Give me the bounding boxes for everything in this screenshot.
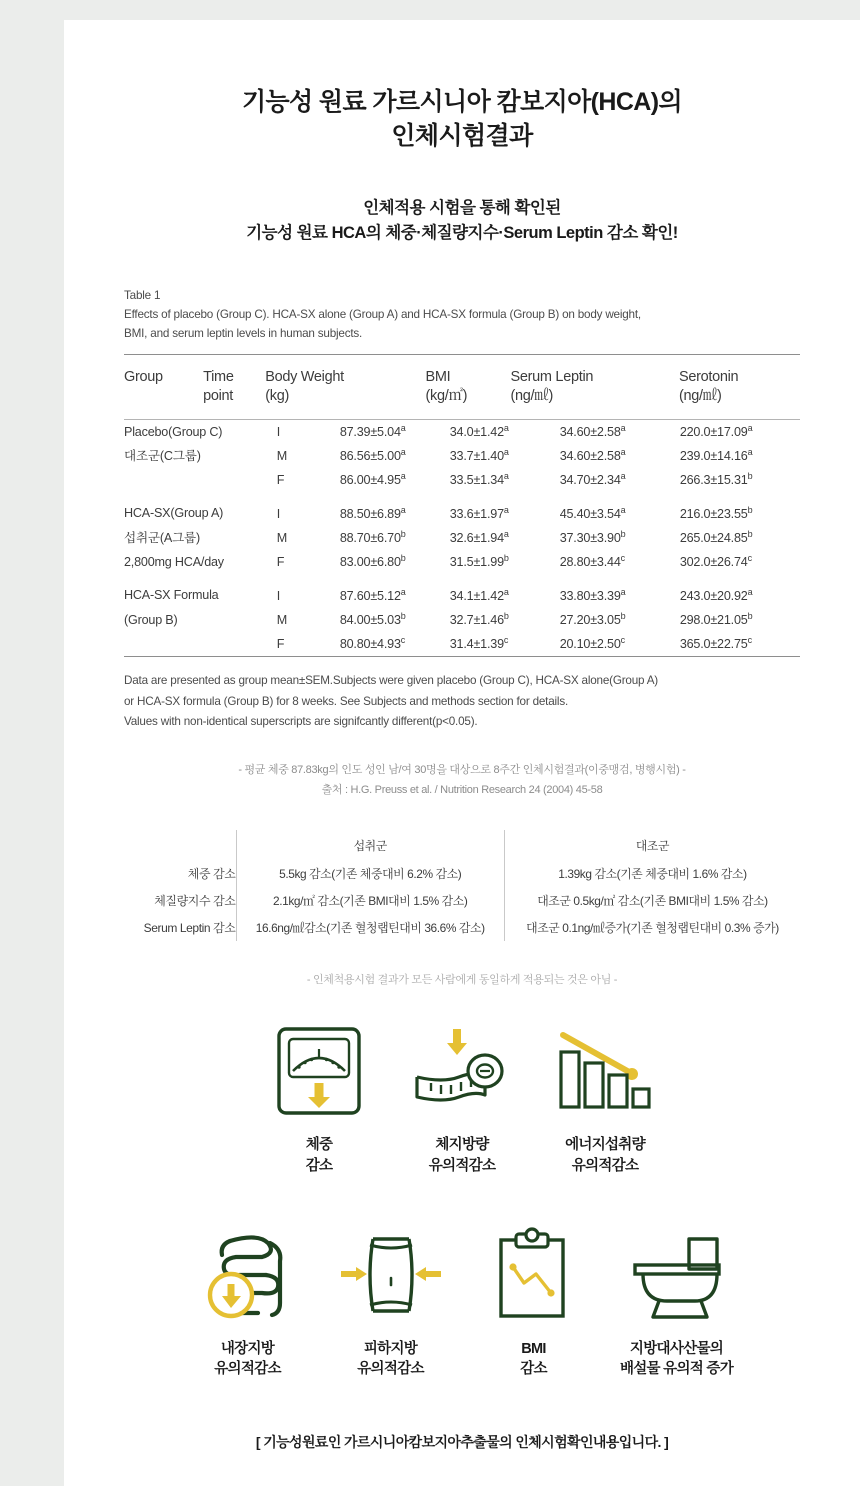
comparison-value-control: 대조군 0.5kg/㎡ 감소(기존 BMI대비 1.5% 감소) bbox=[537, 894, 768, 909]
comparison-row bbox=[124, 914, 800, 941]
cell-group bbox=[124, 468, 277, 492]
clipboard-chart-icon bbox=[491, 1223, 577, 1327]
comparison-table bbox=[124, 830, 800, 941]
cell-serum-leptin: 45.40±3.54$^a$ bbox=[559, 504, 626, 521]
footnote-line-3: Values with non-identical superscripts are signifcantly different(p<0.05). bbox=[124, 714, 478, 728]
table-bottom-rule bbox=[124, 656, 800, 657]
page-title bbox=[124, 86, 800, 154]
cell-group: HCA-SX Formula bbox=[124, 588, 219, 603]
cell-bmi: 33.5±1.34$^a$ bbox=[449, 471, 509, 488]
subtitle-line-2: 기능성 원료 HCA의 체중·체질량지수·Serum Leptin 감소 확인! bbox=[246, 224, 678, 243]
study-table-block bbox=[124, 287, 800, 732]
cell-timepoint: M bbox=[276, 449, 287, 464]
comparison-block bbox=[124, 830, 800, 941]
footnote-line-2: or HCA-SX formula (Group B) for 8 weeks. See Subjects and methods section for details. bbox=[124, 694, 569, 708]
title-line-2: 인체시험결과 bbox=[391, 121, 533, 150]
cell-timepoint: F bbox=[276, 637, 285, 652]
cell-serum-leptin: 37.30±3.90$^b$ bbox=[559, 528, 626, 546]
comparison-row-label: 체중 감소 bbox=[187, 867, 236, 882]
benefit-caption: 에너지섭취량 유의적감소 bbox=[565, 1137, 645, 1175]
cell-serotonin: 265.0±24.85$^b$ bbox=[679, 528, 753, 546]
cell-serotonin: 302.0±26.74$^c$ bbox=[679, 553, 752, 570]
benefit-caption: 내장지방 유의적감소 bbox=[214, 1340, 281, 1378]
cell-bmi: 33.7±1.40$^a$ bbox=[449, 446, 509, 464]
comparison-header-treatment: 섭취군 bbox=[236, 830, 504, 860]
table-row-spacer bbox=[124, 575, 800, 584]
col-header-body-weight: Body Weight (kg) bbox=[265, 369, 344, 404]
col-header-bmi: BMI (kg/㎡) bbox=[425, 369, 468, 404]
benefit-caption: 피하지방 유의적감소 bbox=[357, 1340, 424, 1378]
table-caption-line-2: BMI, and serum leptin levels in human subjects. bbox=[124, 326, 363, 340]
cell-timepoint: F bbox=[276, 473, 285, 488]
infographic-sheet bbox=[64, 20, 860, 1486]
table-body bbox=[124, 420, 800, 657]
comparison-value-treatment: 5.5kg 감소(기존 체중대비 6.2% 감소) bbox=[236, 860, 504, 887]
source-reference: 출처 : H.G. Preuss et al. / Nutrition Research 24 (2004) 45-58 bbox=[321, 784, 603, 797]
cell-bmi: 33.6±1.97$^a$ bbox=[449, 504, 509, 521]
cell-timepoint: I bbox=[276, 588, 281, 603]
cell-serum-leptin: 34.70±2.34$^a$ bbox=[559, 471, 626, 488]
table-row bbox=[124, 608, 800, 632]
comparison-row-label: 체질량지수 감소 bbox=[154, 894, 236, 909]
col-header-serum-leptin: Serum Leptin (ng/㎖) bbox=[510, 369, 594, 404]
table-header-row bbox=[124, 355, 800, 418]
benefits-row-1 bbox=[124, 1019, 800, 1176]
cell-bmi: 32.6±1.94$^a$ bbox=[449, 528, 509, 546]
cell-serum-leptin: 28.80±3.44$^c$ bbox=[559, 553, 625, 570]
table-row bbox=[124, 550, 800, 574]
cell-bmi: 34.1±1.42$^a$ bbox=[449, 586, 509, 603]
benefit-subcutaneous-fat bbox=[319, 1223, 462, 1380]
footer-banner: [ 기능성원료인 가르시니아캄보지아추출물의 인체시험확인내용입니다. ] bbox=[255, 1433, 669, 1450]
cell-body-weight: 80.80±4.93$^c$ bbox=[339, 635, 406, 652]
comparison-value-control: 1.39kg 감소(기존 체중대비 1.6% 감소) bbox=[558, 867, 747, 882]
cell-serum-leptin: 34.60±2.58$^a$ bbox=[559, 422, 626, 439]
cell-group: 2,800mg HCA/day bbox=[124, 555, 224, 570]
cell-group: 대조군(C그룹) bbox=[124, 448, 201, 463]
cell-body-weight: 88.70±6.70$^b$ bbox=[339, 528, 406, 546]
cell-body-weight: 87.60±5.12$^a$ bbox=[339, 586, 406, 603]
cell-timepoint: M bbox=[276, 612, 287, 627]
comparison-value-treatment: 2.1kg/㎡ 감소(기존 BMI대비 1.5% 감소) bbox=[236, 887, 504, 914]
cell-body-weight: 83.00±6.80$^b$ bbox=[339, 553, 406, 570]
comparison-header-control: 대조군 bbox=[635, 838, 670, 853]
table-row bbox=[124, 526, 800, 550]
comparison-row bbox=[124, 887, 800, 914]
subtitle-line-1: 인체적용 시험을 통해 확인된 bbox=[363, 198, 561, 217]
cell-bmi: 31.4±1.39$^c$ bbox=[449, 635, 509, 652]
cell-bmi: 32.7±1.46$^b$ bbox=[449, 610, 509, 627]
table-row bbox=[124, 584, 800, 608]
benefit-caption: 체지방량 유의적감소 bbox=[428, 1137, 496, 1175]
source-summary: - 평균 체중 87.83kg의 인도 성인 남/여 30명을 대상으로 8주간 인체시험결과(이중맹검, 병행시험) - bbox=[238, 763, 686, 776]
cell-timepoint: I bbox=[276, 506, 281, 521]
cell-serum-leptin: 27.20±3.05$^b$ bbox=[559, 610, 626, 627]
cell-group: HCA-SX(Group A) bbox=[124, 506, 224, 521]
cell-serotonin: 365.0±22.75$^c$ bbox=[679, 635, 752, 652]
toilet-icon bbox=[625, 1223, 729, 1327]
source-citation bbox=[124, 760, 800, 801]
benefit-caption: 체중 감소 bbox=[305, 1137, 333, 1175]
cell-group bbox=[124, 632, 277, 656]
cell-body-weight: 88.50±6.89$^a$ bbox=[339, 504, 406, 521]
table-row bbox=[124, 468, 800, 492]
benefit-caption: BMI 감소 bbox=[520, 1340, 547, 1378]
table-caption-line-1: Effects of placebo (Group C). HCA-SX alone (Group A) and HCA-SX formula (Group B) on body weight, bbox=[124, 307, 641, 321]
cell-timepoint: I bbox=[276, 424, 281, 439]
table-label: Table 1 bbox=[124, 288, 161, 302]
cell-serum-leptin: 33.80±3.39$^a$ bbox=[559, 586, 626, 603]
intestine-down-arrow-icon bbox=[200, 1223, 296, 1327]
benefit-caption: 지방대사산물의 배설물 유의적 증가 bbox=[619, 1340, 734, 1378]
cell-body-weight: 87.39±5.04$^a$ bbox=[339, 422, 406, 439]
waist-arrows-icon bbox=[337, 1223, 445, 1327]
table-row-spacer bbox=[124, 493, 800, 502]
cell-group: 섭취군(A그룹) bbox=[124, 530, 201, 545]
col-header-serotonin: Serotonin (ng/㎖) bbox=[678, 369, 739, 404]
cell-bmi: 31.5±1.99$^b$ bbox=[449, 553, 509, 570]
col-header-group: Group bbox=[124, 369, 163, 386]
comparison-value-control: 대조군 0.1ng/㎖증가(기존 혈청랩틴대비 0.3% 증가) bbox=[526, 921, 779, 936]
cell-group: (Group B) bbox=[124, 612, 178, 627]
cell-serum-leptin: 20.10±2.50$^c$ bbox=[559, 635, 625, 652]
cell-serotonin: 216.0±23.55$^b$ bbox=[679, 504, 753, 521]
cell-serotonin: 243.0±20.92$^a$ bbox=[679, 586, 753, 603]
cell-body-weight: 84.00±5.03$^b$ bbox=[339, 610, 406, 627]
comparison-header-row bbox=[124, 830, 800, 860]
benefit-body-fat bbox=[391, 1019, 534, 1176]
cell-serotonin: 298.0±21.05$^b$ bbox=[679, 610, 753, 627]
comparison-value-treatment: 16.6ng/㎖감소(기존 혈청랩틴대비 36.6% 감소) bbox=[236, 914, 504, 941]
cell-bmi: 34.0±1.42$^a$ bbox=[449, 422, 509, 439]
comparison-row-label: Serum Leptin 감소 bbox=[143, 921, 236, 936]
weight-scale-down-icon bbox=[275, 1019, 363, 1123]
cell-timepoint: M bbox=[276, 531, 287, 546]
cell-serum-leptin: 34.60±2.58$^a$ bbox=[559, 446, 626, 464]
benefit-fat-excretion bbox=[605, 1223, 748, 1380]
cell-serotonin: 266.3±15.31$^b$ bbox=[679, 471, 753, 488]
page-subtitle bbox=[124, 196, 800, 247]
col-header-timepoint: Time point bbox=[203, 369, 234, 404]
table-row bbox=[124, 420, 800, 444]
cell-timepoint: F bbox=[276, 555, 285, 570]
cell-body-weight: 86.00±4.95$^a$ bbox=[339, 471, 406, 488]
benefit-visceral-fat bbox=[176, 1223, 319, 1380]
comparison-corner-blank bbox=[124, 830, 236, 860]
benefit-weight-loss bbox=[248, 1019, 391, 1176]
cell-serotonin: 239.0±14.16$^a$ bbox=[679, 446, 753, 464]
declining-bar-chart-icon bbox=[553, 1019, 657, 1123]
cell-body-weight: 86.56±5.00$^a$ bbox=[339, 446, 406, 464]
tape-measure-down-icon bbox=[407, 1019, 517, 1123]
footnote-line-1: Data are presented as group mean±SEM.Subjects were given placebo (Group C), HCA-SX alone(Group A) bbox=[124, 674, 659, 688]
comparison-row bbox=[124, 860, 800, 887]
table-row bbox=[124, 502, 800, 526]
benefit-bmi bbox=[462, 1223, 605, 1380]
cell-group: Placebo(Group C) bbox=[124, 424, 223, 439]
table-row bbox=[124, 632, 800, 656]
table-footnotes bbox=[124, 671, 800, 731]
benefits-row-2 bbox=[124, 1223, 800, 1380]
table-row bbox=[124, 444, 800, 468]
disclaimer-text: - 인체척용시험 결과가 모든 사람에게 동일하게 적용되는 것은 아님 - bbox=[306, 974, 618, 987]
benefit-energy-intake bbox=[534, 1019, 677, 1176]
title-line-1: 기능성 원료 가르시니아 캄보지아(HCA)의 bbox=[241, 88, 683, 116]
cell-serotonin: 220.0±17.09$^a$ bbox=[679, 422, 753, 439]
